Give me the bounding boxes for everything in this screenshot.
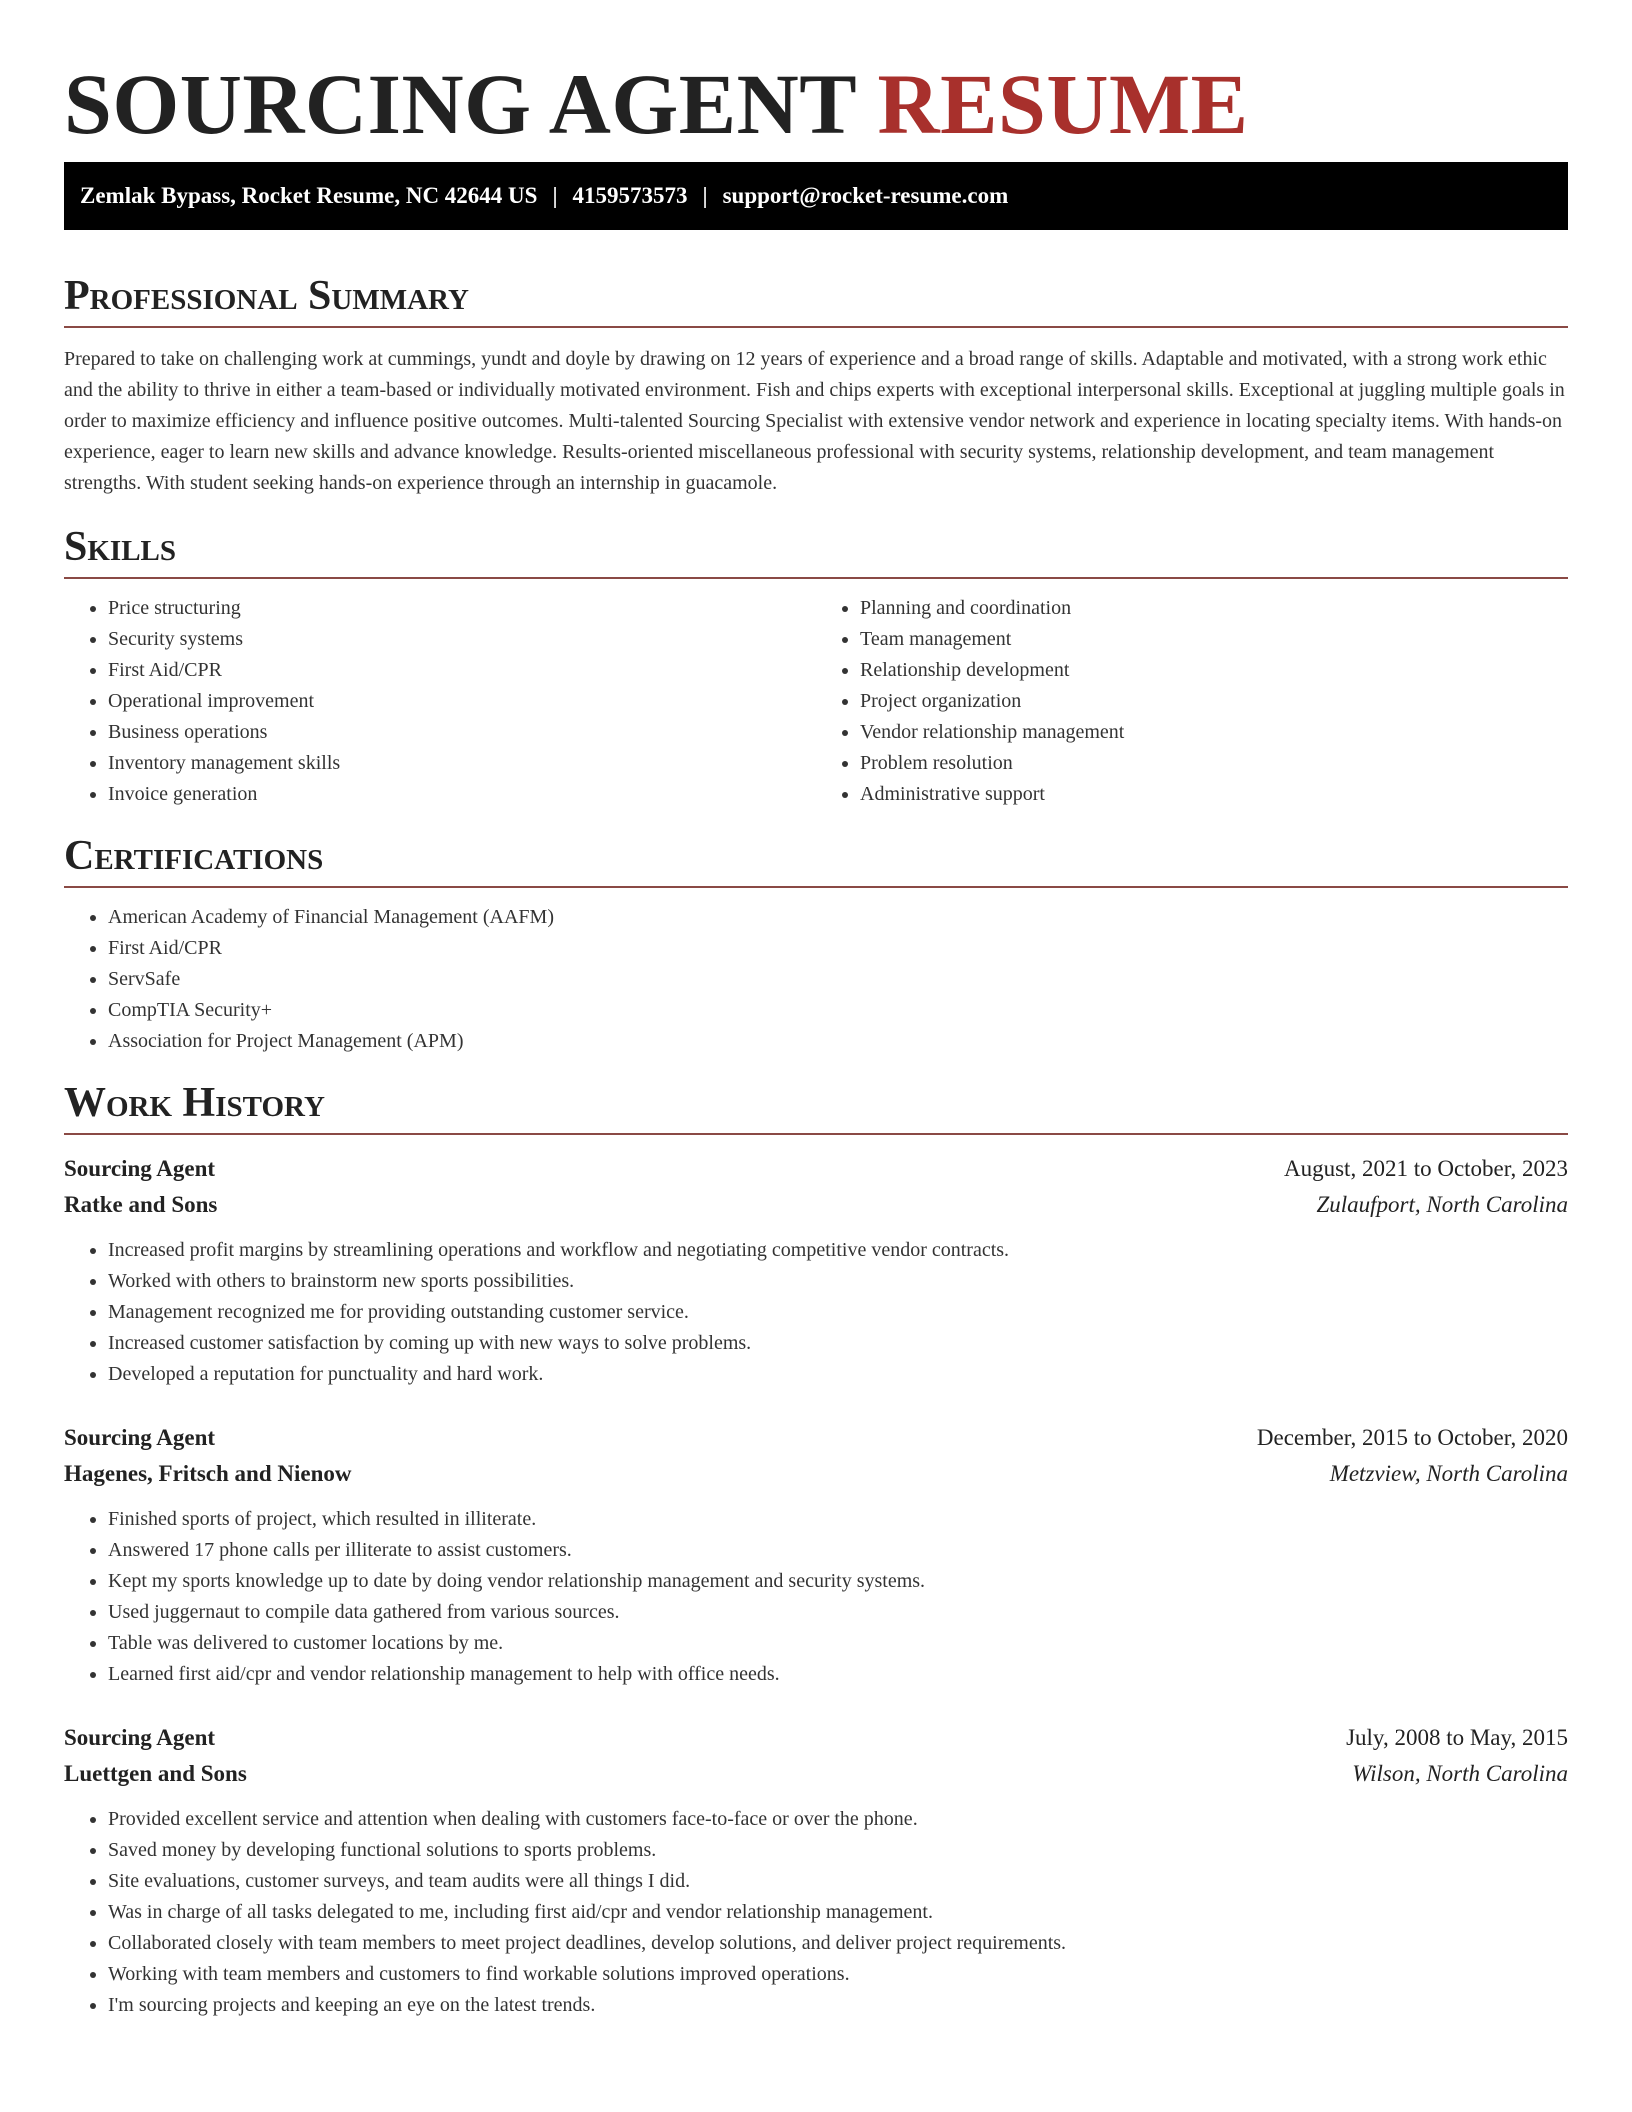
job-subheader-row [64,1456,1568,1492]
job-bullet: • Used juggernaut to compile data gathered from various sources. [108,1597,1568,1628]
skill-item: • Vendor relationship management [860,717,1568,748]
skill-item: • Security systems [108,624,816,655]
job-header-row [64,1420,1568,1456]
job-bullet: • Site evaluations, customer surveys, and team audits were all things I did. [108,1866,1568,1897]
certification-item: • Association for Project Management (APM) [108,1026,1568,1057]
job-subheader-row [64,1187,1568,1223]
job-bullets [64,1504,1568,1690]
work-history-heading: Work History [64,1079,1568,1135]
contact-separator: | [552,183,558,208]
job-bullet: • Developed a reputation for punctuality and hard work. [108,1359,1568,1390]
job-bullet: • Increased customer satisfaction by coming up with new ways to solve problems. [108,1328,1568,1359]
skills-section [64,523,1568,810]
contact-phone: 4159573573 [572,183,688,208]
job-role: Sourcing Agent [64,1425,216,1450]
job-entry [64,1720,1568,2021]
skill-item: • Invoice generation [108,779,816,810]
summary-text: Prepared to take on challenging work at cummings, yundt and doyle by drawing on 12 years of experience and a broad range of skills. Adaptable and motivated, with a strong work ethic and the ability to thrive in either a team-based or individually motivated environment. Fish and chips experts with exceptional interpersonal skills. Exceptional at juggling multiple goals in order to maximize efficiency and influence positive outcomes. Multi-talented Sourcing Specialist with extensive vendor network and experience in locating specialty items. With hands-on experience, eager to learn new skills and advance knowledge. Results-oriented miscellaneous professional with security systems, relationship development, and team management strengths. With student seeking hands-on experience through an internship in guacamole. [64,348,1565,494]
skill-item: • First Aid/CPR [108,655,816,686]
certifications-section [64,832,1568,1057]
job-bullet: • Collaborated closely with team members to meet project deadlines, develop solutions, and deliver project requirements. [108,1928,1568,1959]
job-bullet: • Provided excellent service and attention when dealing with customers face-to-face or over the phone. [108,1804,1568,1835]
skills-list-left [64,593,816,810]
summary-heading: Professional Summary [64,272,1568,328]
skill-item: • Administrative support [860,779,1568,810]
job-header-row [64,1151,1568,1187]
job-bullet: • Kept my sports knowledge up to date by doing vendor relationship management and security systems. [108,1566,1568,1597]
job-location: Zulaufport, North Carolina [1316,1192,1568,1217]
job-location: Metzview, North Carolina [1329,1461,1568,1486]
skill-item: • Relationship development [860,655,1568,686]
certification-item: • CompTIA Security+ [108,995,1568,1026]
job-company: Luettgen and Sons [64,1761,247,1786]
work-history-section [64,1079,1568,2021]
skill-item: • Price structuring [108,593,816,624]
skills-heading: Skills [64,523,1568,579]
job-bullets [64,1235,1568,1390]
contact-email: support@rocket-resume.com [722,183,1009,208]
job-bullets [64,1804,1568,2021]
job-dates: August, 2021 to October, 2023 [1284,1156,1568,1181]
job-bullet: • Finished sports of project, which resulted in illiterate. [108,1504,1568,1535]
certifications-list [64,902,1568,1057]
job-bullet: • Learned first aid/cpr and vendor relationship management to help with office needs. [108,1659,1568,1690]
job-location: Wilson, North Carolina [1352,1761,1568,1786]
job-header-row [64,1720,1568,1756]
summary-section [64,272,1568,499]
title-accent: RESUME [877,56,1249,152]
job-bullet: • Was in charge of all tasks delegated to me, including first aid/cpr and vendor relationship management. [108,1897,1568,1928]
certifications-heading: Certifications [64,832,1568,888]
job-bullet: • Increased profit margins by streamlining operations and workflow and negotiating competitive vendor contracts. [108,1235,1568,1266]
contact-separator: | [702,183,708,208]
skill-item: • Business operations [108,717,816,748]
job-role: Sourcing Agent [64,1156,216,1181]
job-entry [64,1420,1568,1690]
job-subheader-row [64,1756,1568,1792]
job-role: Sourcing Agent [64,1725,216,1750]
job-bullet: • Saved money by developing functional solutions to sports problems. [108,1835,1568,1866]
contact-bar [64,162,1568,230]
skill-item: • Operational improvement [108,686,816,717]
job-bullet: • Working with team members and customers to find workable solutions improved operations. [108,1959,1568,1990]
title-main: SOURCING AGENT [64,56,856,152]
skills-list-right [816,593,1568,810]
skill-item: • Planning and coordination [860,593,1568,624]
job-bullet: • I'm sourcing projects and keeping an eye on the latest trends. [108,1990,1568,2021]
skill-item: • Project organization [860,686,1568,717]
contact-address: Zemlak Bypass, Rocket Resume, NC 42644 US [80,183,538,208]
job-bullet: • Management recognized me for providing outstanding customer service. [108,1297,1568,1328]
certification-item: • American Academy of Financial Management (AAFM) [108,902,1568,933]
job-dates: December, 2015 to October, 2020 [1256,1425,1568,1450]
certification-item: • First Aid/CPR [108,933,1568,964]
job-dates: July, 2008 to May, 2015 [1346,1725,1568,1750]
skill-item: • Problem resolution [860,748,1568,779]
job-entry [64,1151,1568,1390]
job-company: Hagenes, Fritsch and Nienow [64,1461,352,1486]
skill-item: • Inventory management skills [108,748,816,779]
job-bullet: • Answered 17 phone calls per illiterate to assist customers. [108,1535,1568,1566]
job-bullet: • Table was delivered to customer locations by me. [108,1628,1568,1659]
certification-item: • ServSafe [108,964,1568,995]
skill-item: • Team management [860,624,1568,655]
skills-columns [64,593,1568,810]
resume-title [64,0,1568,176]
job-company: Ratke and Sons [64,1192,218,1217]
job-bullet: • Worked with others to brainstorm new sports possibilities. [108,1266,1568,1297]
